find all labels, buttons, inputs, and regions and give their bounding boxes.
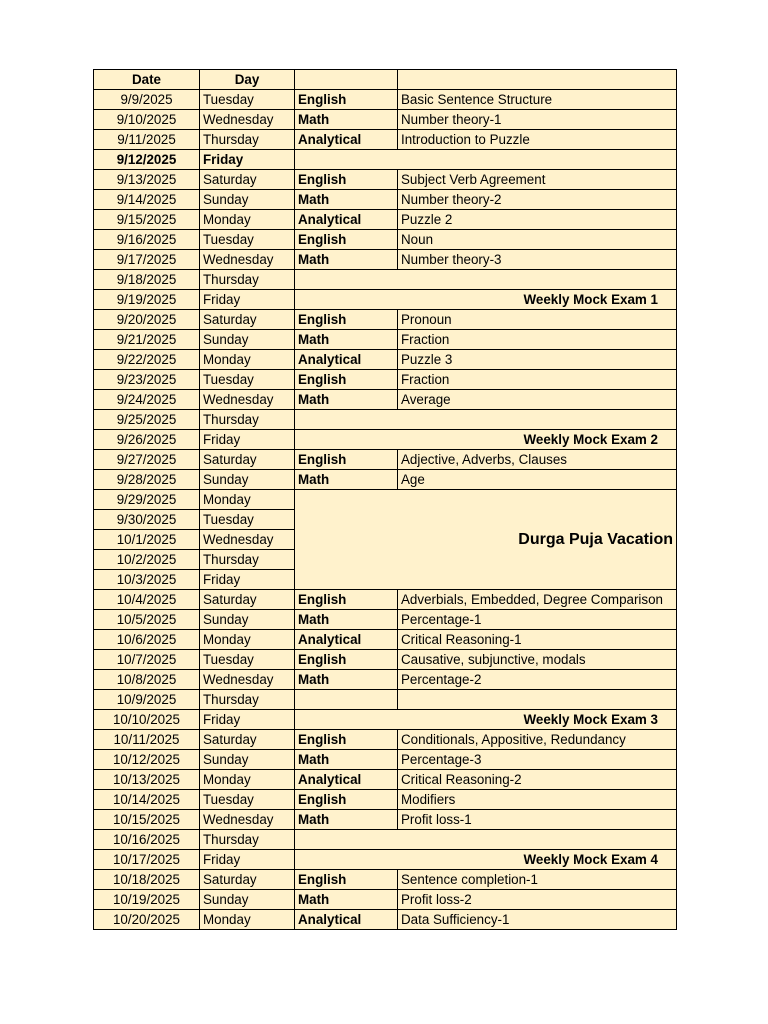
day-cell: Friday <box>200 430 295 450</box>
date-cell: 10/4/2025 <box>94 590 200 610</box>
day-cell: Tuesday <box>200 510 295 530</box>
topic-cell: Basic Sentence Structure <box>398 90 677 110</box>
table-row <box>94 730 677 750</box>
vacation-label: Durga Puja Vacation <box>295 490 677 590</box>
header-row <box>94 70 677 90</box>
date-cell: 10/1/2025 <box>94 530 200 550</box>
date-cell: 10/16/2025 <box>94 830 200 850</box>
subject-cell: Analytical <box>295 350 398 370</box>
subject-cell: Analytical <box>295 630 398 650</box>
day-cell: Wednesday <box>200 670 295 690</box>
table-row <box>94 350 677 370</box>
subject-cell: Math <box>295 390 398 410</box>
date-cell: 9/30/2025 <box>94 510 200 530</box>
date-cell: 10/11/2025 <box>94 730 200 750</box>
table-row <box>94 270 677 290</box>
date-header: Date <box>94 70 200 90</box>
table-row <box>94 490 677 510</box>
topic-cell: Critical Reasoning-2 <box>398 770 677 790</box>
subject-cell: English <box>295 730 398 750</box>
topic-cell: Conditionals, Appositive, Redundancy <box>398 730 677 750</box>
subject-cell: English <box>295 650 398 670</box>
day-cell: Saturday <box>200 590 295 610</box>
day-cell: Friday <box>200 850 295 870</box>
day-cell: Friday <box>200 710 295 730</box>
empty-cell <box>295 410 677 430</box>
empty-cell <box>295 270 677 290</box>
topic-cell: Adverbials, Embedded, Degree Comparison <box>398 590 677 610</box>
topic-cell: Subject Verb Agreement <box>398 170 677 190</box>
table-row <box>94 210 677 230</box>
day-cell: Wednesday <box>200 530 295 550</box>
table-row <box>94 290 677 310</box>
table-row <box>94 710 677 730</box>
subject-cell: Math <box>295 190 398 210</box>
date-cell: 10/19/2025 <box>94 890 200 910</box>
topic-cell: Sentence completion-1 <box>398 870 677 890</box>
day-cell: Saturday <box>200 450 295 470</box>
day-cell: Monday <box>200 910 295 930</box>
day-cell: Thursday <box>200 270 295 290</box>
date-cell: 10/2/2025 <box>94 550 200 570</box>
date-cell: 10/10/2025 <box>94 710 200 730</box>
day-cell: Thursday <box>200 550 295 570</box>
table-row <box>94 150 677 170</box>
date-cell: 9/22/2025 <box>94 350 200 370</box>
day-cell: Friday <box>200 570 295 590</box>
table-row <box>94 330 677 350</box>
day-cell: Tuesday <box>200 90 295 110</box>
table-row <box>94 810 677 830</box>
topic-cell: Percentage-2 <box>398 670 677 690</box>
day-cell: Wednesday <box>200 390 295 410</box>
mock-exam-label: Weekly Mock Exam 4 <box>295 850 677 870</box>
table-row <box>94 610 677 630</box>
topic-cell: Number theory-3 <box>398 250 677 270</box>
table-row <box>94 90 677 110</box>
day-cell: Wednesday <box>200 110 295 130</box>
date-cell: 10/5/2025 <box>94 610 200 630</box>
day-cell: Sunday <box>200 750 295 770</box>
topic-cell: Percentage-3 <box>398 750 677 770</box>
day-cell: Wednesday <box>200 250 295 270</box>
topic-cell: Profit loss-1 <box>398 810 677 830</box>
subject-cell: Analytical <box>295 770 398 790</box>
day-cell: Sunday <box>200 470 295 490</box>
table-row <box>94 310 677 330</box>
subject-cell: Math <box>295 670 398 690</box>
date-cell: 9/11/2025 <box>94 130 200 150</box>
topic-header <box>398 70 677 90</box>
subject-cell: English <box>295 370 398 390</box>
date-cell: 9/16/2025 <box>94 230 200 250</box>
table-row <box>94 230 677 250</box>
mock-exam-label: Weekly Mock Exam 1 <box>295 290 677 310</box>
table-row <box>94 630 677 650</box>
subject-cell: Math <box>295 250 398 270</box>
date-cell: 10/14/2025 <box>94 790 200 810</box>
topic-cell: Data Sufficiency-1 <box>398 910 677 930</box>
topic-cell: Number theory-1 <box>398 110 677 130</box>
date-cell: 9/20/2025 <box>94 310 200 330</box>
table-row <box>94 370 677 390</box>
topic-cell: Adjective, Adverbs, Clauses <box>398 450 677 470</box>
topic-cell: Noun <box>398 230 677 250</box>
date-cell: 10/6/2025 <box>94 630 200 650</box>
schedule-table <box>93 69 677 930</box>
table-row <box>94 750 677 770</box>
topic-cell: Fraction <box>398 370 677 390</box>
subject-cell <box>295 690 398 710</box>
subject-cell: English <box>295 790 398 810</box>
table-row <box>94 670 677 690</box>
subject-cell: English <box>295 90 398 110</box>
subject-cell: Analytical <box>295 910 398 930</box>
subject-cell: English <box>295 310 398 330</box>
table-row <box>94 470 677 490</box>
subject-cell: English <box>295 450 398 470</box>
date-cell: 9/21/2025 <box>94 330 200 350</box>
schedule-body <box>94 90 677 930</box>
table-row <box>94 110 677 130</box>
day-cell: Tuesday <box>200 370 295 390</box>
day-cell: Monday <box>200 350 295 370</box>
date-cell: 10/3/2025 <box>94 570 200 590</box>
subject-cell: Math <box>295 890 398 910</box>
day-cell: Thursday <box>200 830 295 850</box>
table-row <box>94 870 677 890</box>
table-row <box>94 830 677 850</box>
table-row <box>94 910 677 930</box>
day-cell: Thursday <box>200 130 295 150</box>
date-cell: 10/13/2025 <box>94 770 200 790</box>
date-cell: 9/27/2025 <box>94 450 200 470</box>
date-cell: 10/8/2025 <box>94 670 200 690</box>
table-row <box>94 390 677 410</box>
subject-cell: Math <box>295 610 398 630</box>
table-row <box>94 850 677 870</box>
topic-cell: Fraction <box>398 330 677 350</box>
subject-cell: Math <box>295 810 398 830</box>
day-cell: Sunday <box>200 890 295 910</box>
table-row <box>94 770 677 790</box>
table-row <box>94 250 677 270</box>
table-row <box>94 190 677 210</box>
topic-cell: Pronoun <box>398 310 677 330</box>
subject-cell: Math <box>295 750 398 770</box>
date-cell: 9/28/2025 <box>94 470 200 490</box>
topic-cell: Profit loss-2 <box>398 890 677 910</box>
mock-exam-label: Weekly Mock Exam 3 <box>295 710 677 730</box>
date-cell: 9/12/2025 <box>94 150 200 170</box>
mock-exam-label: Weekly Mock Exam 2 <box>295 430 677 450</box>
day-header: Day <box>200 70 295 90</box>
topic-cell: Number theory-2 <box>398 190 677 210</box>
date-cell: 9/9/2025 <box>94 90 200 110</box>
table-row <box>94 590 677 610</box>
subject-cell: Math <box>295 110 398 130</box>
date-cell: 9/24/2025 <box>94 390 200 410</box>
day-cell: Sunday <box>200 190 295 210</box>
table-row <box>94 650 677 670</box>
date-cell: 10/20/2025 <box>94 910 200 930</box>
table-row <box>94 790 677 810</box>
date-cell: 9/26/2025 <box>94 430 200 450</box>
topic-cell: Modifiers <box>398 790 677 810</box>
date-cell: 9/15/2025 <box>94 210 200 230</box>
day-cell: Sunday <box>200 610 295 630</box>
table-row <box>94 890 677 910</box>
topic-cell: Critical Reasoning-1 <box>398 630 677 650</box>
date-cell: 10/17/2025 <box>94 850 200 870</box>
topic-cell <box>398 690 677 710</box>
date-cell: 10/12/2025 <box>94 750 200 770</box>
topic-cell: Causative, subjunctive, modals <box>398 650 677 670</box>
date-cell: 9/18/2025 <box>94 270 200 290</box>
subject-cell: English <box>295 230 398 250</box>
date-cell: 9/13/2025 <box>94 170 200 190</box>
day-cell: Tuesday <box>200 790 295 810</box>
topic-cell: Puzzle 3 <box>398 350 677 370</box>
subject-cell: Analytical <box>295 130 398 150</box>
day-cell: Thursday <box>200 410 295 430</box>
day-cell: Sunday <box>200 330 295 350</box>
date-cell: 9/14/2025 <box>94 190 200 210</box>
subject-header <box>295 70 398 90</box>
day-cell: Monday <box>200 210 295 230</box>
subject-cell: English <box>295 170 398 190</box>
date-cell: 9/29/2025 <box>94 490 200 510</box>
topic-cell: Introduction to Puzzle <box>398 130 677 150</box>
day-cell: Wednesday <box>200 810 295 830</box>
table-row <box>94 430 677 450</box>
subject-cell: English <box>295 870 398 890</box>
day-cell: Saturday <box>200 730 295 750</box>
day-cell: Monday <box>200 770 295 790</box>
day-cell: Monday <box>200 630 295 650</box>
date-cell: 9/10/2025 <box>94 110 200 130</box>
topic-cell: Percentage-1 <box>398 610 677 630</box>
table-row <box>94 690 677 710</box>
date-cell: 9/25/2025 <box>94 410 200 430</box>
date-cell: 9/19/2025 <box>94 290 200 310</box>
subject-cell: Analytical <box>295 210 398 230</box>
day-cell: Tuesday <box>200 230 295 250</box>
empty-cell <box>295 150 677 170</box>
date-cell: 10/7/2025 <box>94 650 200 670</box>
day-cell: Saturday <box>200 170 295 190</box>
subject-cell: English <box>295 590 398 610</box>
day-cell: Friday <box>200 150 295 170</box>
day-cell: Monday <box>200 490 295 510</box>
subject-cell: Math <box>295 330 398 350</box>
empty-cell <box>295 830 677 850</box>
day-cell: Friday <box>200 290 295 310</box>
table-row <box>94 410 677 430</box>
day-cell: Tuesday <box>200 650 295 670</box>
table-row <box>94 170 677 190</box>
topic-cell: Age <box>398 470 677 490</box>
table-row <box>94 130 677 150</box>
date-cell: 10/9/2025 <box>94 690 200 710</box>
date-cell: 9/17/2025 <box>94 250 200 270</box>
date-cell: 9/23/2025 <box>94 370 200 390</box>
topic-cell: Average <box>398 390 677 410</box>
day-cell: Saturday <box>200 310 295 330</box>
subject-cell: Math <box>295 470 398 490</box>
day-cell: Saturday <box>200 870 295 890</box>
day-cell: Thursday <box>200 690 295 710</box>
topic-cell: Puzzle 2 <box>398 210 677 230</box>
date-cell: 10/15/2025 <box>94 810 200 830</box>
table-row <box>94 450 677 470</box>
date-cell: 10/18/2025 <box>94 870 200 890</box>
